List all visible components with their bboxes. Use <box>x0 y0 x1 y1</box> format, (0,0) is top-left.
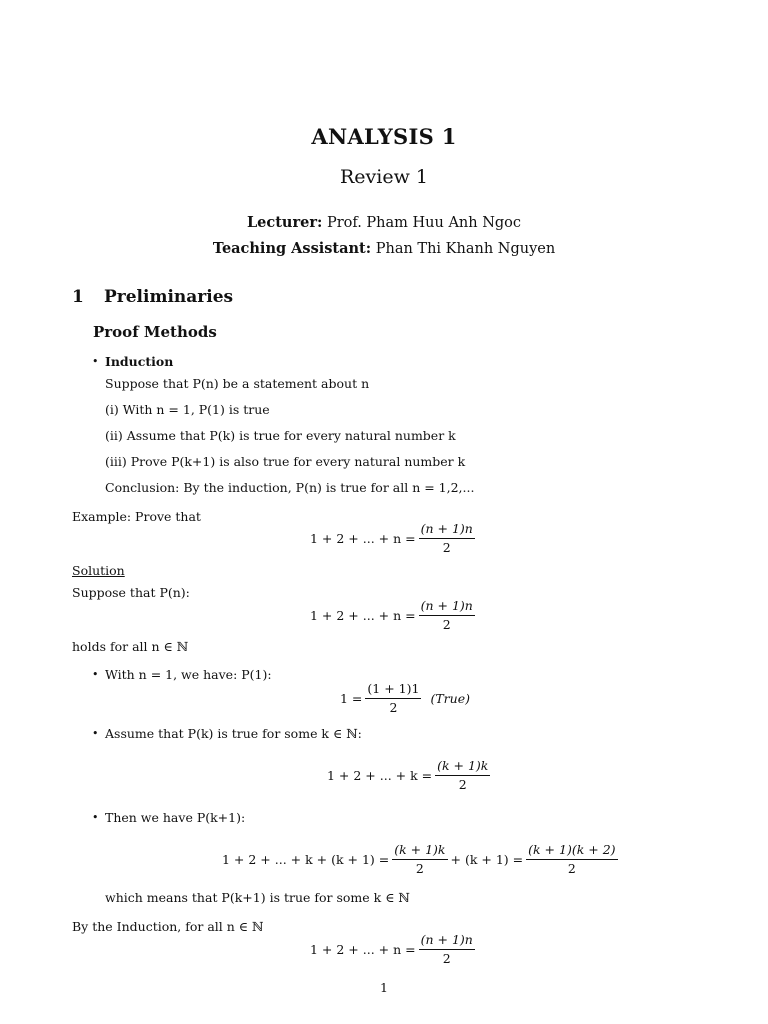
conclusion-text: By the Induction, for all n ∈ ℕ <box>72 919 264 934</box>
fraction-denominator: 2 <box>389 700 398 715</box>
fraction <box>435 759 490 792</box>
fraction-numerator: (k + 1)(k + 2) <box>526 843 617 860</box>
final-equation <box>310 933 478 966</box>
bullet-icon: • <box>92 727 99 740</box>
assume-equation <box>327 759 493 792</box>
subsection-heading: Proof Methods <box>93 323 217 341</box>
base-case-equation <box>340 682 470 715</box>
fraction-numerator: (1 + 1)1 <box>365 682 421 699</box>
document-title: ANALYSIS 1 <box>311 124 457 149</box>
then-text: Then we have P(k+1): <box>105 810 246 825</box>
which-means-text: which means that P(k+1) is true for some k ∈ ℕ <box>105 890 410 905</box>
fraction-denominator: 2 <box>415 861 424 876</box>
lecturer-name: Prof. Pham Huu Anh Ngoc <box>326 215 522 231</box>
bullet-icon: • <box>92 355 99 368</box>
section-title: Preliminaries <box>104 287 234 307</box>
induction-heading: Induction <box>105 354 174 369</box>
fraction <box>526 843 617 876</box>
example-equation <box>310 522 478 555</box>
fraction-numerator: (n + 1)n <box>419 933 475 950</box>
fraction <box>419 599 475 632</box>
induction-line: (ii) Assume that P(k) is true for every natural number k <box>105 428 456 443</box>
true-annotation: (True) <box>430 691 470 706</box>
document-subtitle: Review 1 <box>340 166 428 188</box>
equation-lhs: 1 = <box>340 691 363 706</box>
fraction-numerator: (k + 1)k <box>392 843 447 860</box>
section-number: 1 <box>72 287 84 307</box>
equation-lhs: 1 + 2 + ... + n = <box>310 942 416 957</box>
ta-label: Teaching Assistant: <box>212 240 372 257</box>
equation-lhs: 1 + 2 + ... + k + (k + 1) = <box>222 852 390 867</box>
induction-line: (i) With n = 1, P(1) is true <box>105 402 270 417</box>
ta-name: Phan Thi Khanh Nguyen <box>375 241 556 257</box>
fraction-denominator: 2 <box>567 861 576 876</box>
equation-lhs: 1 + 2 + ... + n = <box>310 531 416 546</box>
fraction-denominator: 2 <box>442 617 451 632</box>
fraction <box>392 843 447 876</box>
fraction <box>365 682 421 715</box>
equation-middle: + (k + 1) = <box>450 852 524 867</box>
page-number: 1 <box>380 980 388 995</box>
section-heading <box>72 287 233 307</box>
fraction-denominator: 2 <box>458 777 467 792</box>
bullet-icon: • <box>92 668 99 681</box>
induction-line: (iii) Prove P(k+1) is also true for every natural number k <box>105 454 466 469</box>
fraction-denominator: 2 <box>442 951 451 966</box>
fraction <box>419 522 475 555</box>
solution-label: Solution <box>72 563 125 578</box>
assume-text: Assume that P(k) is true for some k ∈ ℕ: <box>105 726 362 741</box>
base-case-text: With n = 1, we have: P(1): <box>105 667 272 682</box>
holds-text: holds for all n ∈ ℕ <box>72 639 189 654</box>
fraction-denominator: 2 <box>442 540 451 555</box>
solution-suppose: Suppose that P(n): <box>72 585 190 600</box>
inductive-step-equation <box>222 843 621 876</box>
fraction <box>419 933 475 966</box>
equation-lhs: 1 + 2 + ... + k = <box>327 768 433 783</box>
solution-equation <box>310 599 478 632</box>
bullet-icon: • <box>92 811 99 824</box>
lecturer-line <box>0 214 768 231</box>
induction-line: Conclusion: By the induction, P(n) is true for all n = 1,2,... <box>105 480 475 495</box>
ta-line <box>0 240 768 257</box>
example-intro: Example: Prove that <box>72 509 201 524</box>
fraction-numerator: (k + 1)k <box>435 759 490 776</box>
lecturer-label: Lecturer: <box>246 214 323 231</box>
induction-line: Suppose that P(n) be a statement about n <box>105 376 370 391</box>
fraction-numerator: (n + 1)n <box>419 599 475 616</box>
equation-lhs: 1 + 2 + ... + n = <box>310 608 416 623</box>
fraction-numerator: (n + 1)n <box>419 522 475 539</box>
